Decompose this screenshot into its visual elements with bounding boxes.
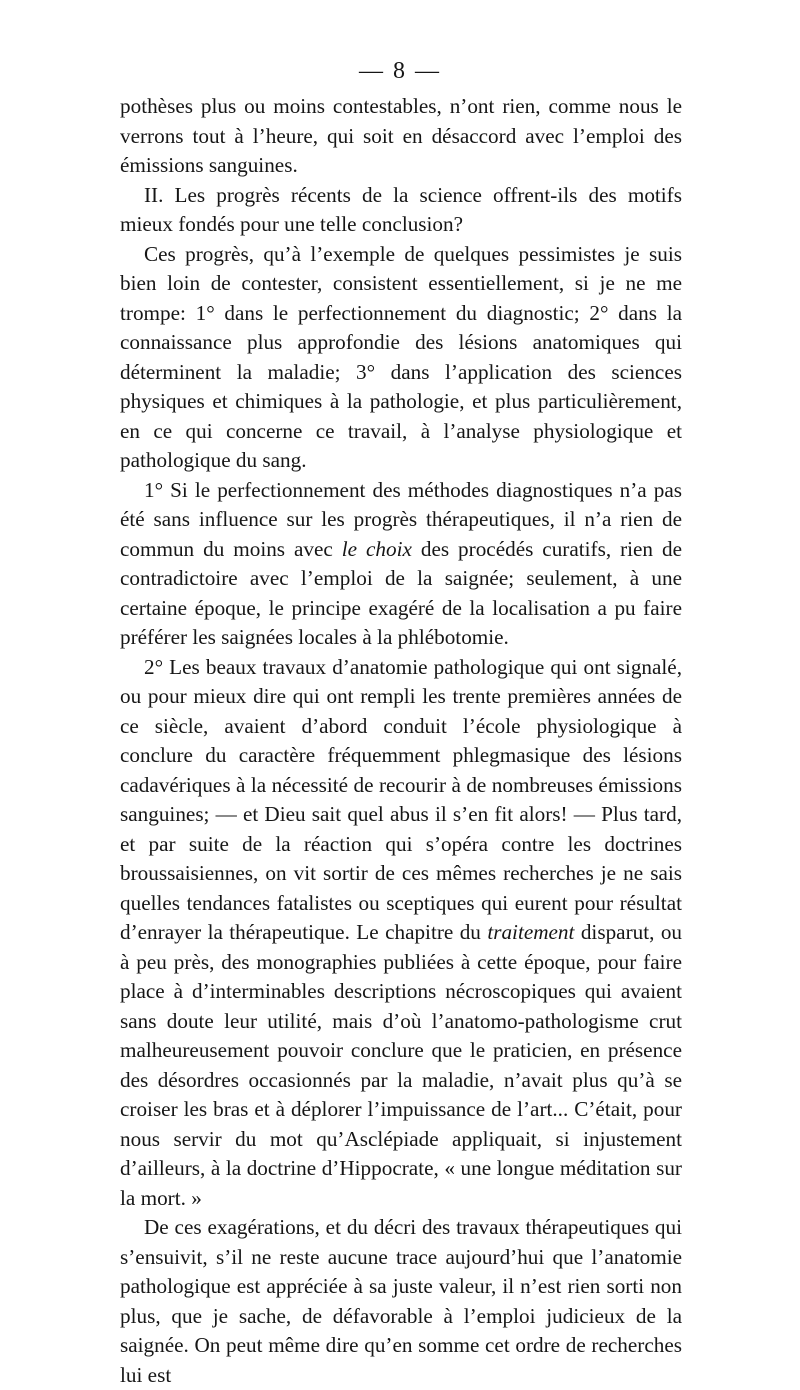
italic-text: le choix (341, 536, 412, 561)
text-segment: De ces exagérations, et du décri des travaux thérapeutiques qui s’ensuivit, s’il ne reste aucune trace aujourd’hui que l’anatomie pathologique est appréciée à sa juste valeur, il n’est rien sorti non plus, que je sache, de défavorable à l’emploi judicieux de la saignée. On peut même dire qu’en somme cet ordre de recherches lui est (120, 1215, 682, 1387)
text-segment: pothèses plus ou moins contestables, n’ont rien, comme nous le verrons tout à l’heure, qui soit en désaccord avec l’emploi des émissions sanguines. (120, 94, 682, 177)
page-number: — 8 — (359, 58, 441, 84)
text-segment: 1° Si le perfectionnement des méthodes diagnostiques n’a pas été sans influence sur les progrès thérapeutiques, il n’a rien de commun du moins avec (120, 477, 682, 561)
paragraph (120, 653, 682, 1214)
text-segment: des procédés curatifs, rien de contradictoire avec l’emploi de la saignée; seulement, à une certaine époque, le principe exagéré de la localisation a pu faire préférer les saignées locales à la phlébotomie. (120, 536, 682, 649)
body-text (120, 92, 682, 1390)
text-segment: disparut, ou à peu près, des monographies publiées à cette époque, pour faire place à d’interminables descriptions nécroscopiques qui avaient sans doute leur utilité, mais d’où l’anatomo-pathologisme crut malheureusement pouvoir conclure que le praticien, en présence des désordres occasionnés par la maladie, n’avait plus qu’à se croiser les bras et à déplorer l’impuissance de l’art... C’était, pour nous servir du mot qu’Asclépiade appliquait, si injustement d’ailleurs, à la doctrine d’Hippocrate, « une longue méditation sur la mort. » (120, 920, 683, 1210)
text-segment: II. Les progrès récents de la science offrent-ils des motifs mieux fondés pour une telle conclusion? (120, 182, 682, 236)
paragraph (120, 92, 682, 181)
text-segment: 2° Les beaux travaux d’anatomie pathologique qui ont signalé, ou pour mieux dire qui ont rempli les trente premières années de ce siècle, avaient d’abord conduit l’école physiologique à conclure du caractère fréquemment phlegmasique des lésions cadavériques à la nécessité de recourir à de nombreuses émissions sanguines; — et Dieu sait quel abus il s’en fit alors! — Plus tard, et par suite de la réaction qui s’opéra contre les doctrines broussaisiennes, on vit sortir de ces mêmes recherches je ne sais quelles tendances fatalistes ou sceptiques qui eurent pour résultat d’enrayer la thérapeutique. Le chapitre du (120, 654, 682, 944)
paragraph (120, 1213, 682, 1390)
text-segment: Ces progrès, qu’à l’exemple de quelques pessimistes je suis bien loin de contester, consistent essentiellement, si je ne me trompe: 1° dans le perfectionnement du diagnostic; 2° dans la connaissance plus approfondie des lésions anatomiques qui déterminent la maladie; 3° dans l’application des sciences physiques et chimiques à la pathologie, et plus particulièrement, en ce qui concerne ce travail, à l’analyse physiologique et pathologique du sang. (120, 241, 682, 472)
paragraph (120, 181, 682, 240)
paragraph (120, 240, 682, 476)
italic-text: traitement (487, 920, 575, 944)
paragraph (120, 476, 682, 653)
